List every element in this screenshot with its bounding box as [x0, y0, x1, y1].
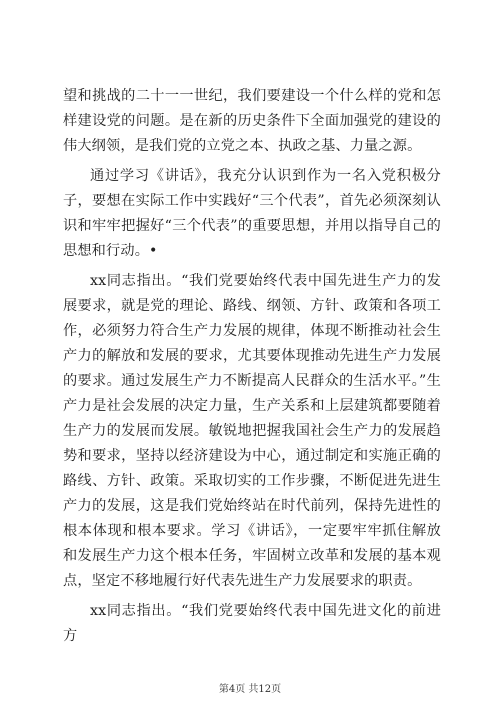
paragraph-productive-forces: xx同志指出。“我们党要始终代表中国先进生产力的发展要求，就是党的理论、路线、纲领、方针、政策和各项工作，必须努力符合生产力发展的规律，体现不断推动社会生产力的解放和发展的要求，尤其要体现推动先进生产力发展的要求。通过发展生产力不断提高人民群众的生活水平。”生产力是社会发展的决定力量，生产关系和上层建筑都要随着生产力的发展而发展。敏锐地把握我国社会生产力的发展趋势和要求，坚持以经济建设为中心，通过制定和实施正确的路线、方针、政策。采取切实的工作步骤，不断促进先进生产力的发展，这是我们党始终站在时代前列，保持先进性的根本体现和根本要求。学习《讲话》，一定要牢牢抓住解放和发展生产力这个根本任务，牢固树立改革和发展的基本观点，坚定不移地履行好代表先进生产力发展要求的职责。 — [63, 273, 441, 589]
body-text — [63, 84, 441, 654]
paragraph-advanced-culture: xx同志指出。“我们党要始终代表中国先进文化的前进方 — [63, 603, 441, 644]
paragraph-continuation: 望和挑战的二十一一世纪，我们要建设一个什么样的党和怎样建设党的问题。是在新的历史条件下全面加强党的建设的伟大纲领，是我们党的立党之本、执政之基、力量之源。 — [63, 88, 441, 154]
page-footer: 第4页 共12页 — [218, 684, 282, 695]
paragraph-study-speech: 通过学习《讲话》，我充分认识到作为一名入党积极分子，要想在实际工作中实践好“三个代表”，首先必须深刻认识和牢牢把握好“三个代表”的重要思想，并用以指导自己的思想和行动。• — [63, 168, 441, 259]
